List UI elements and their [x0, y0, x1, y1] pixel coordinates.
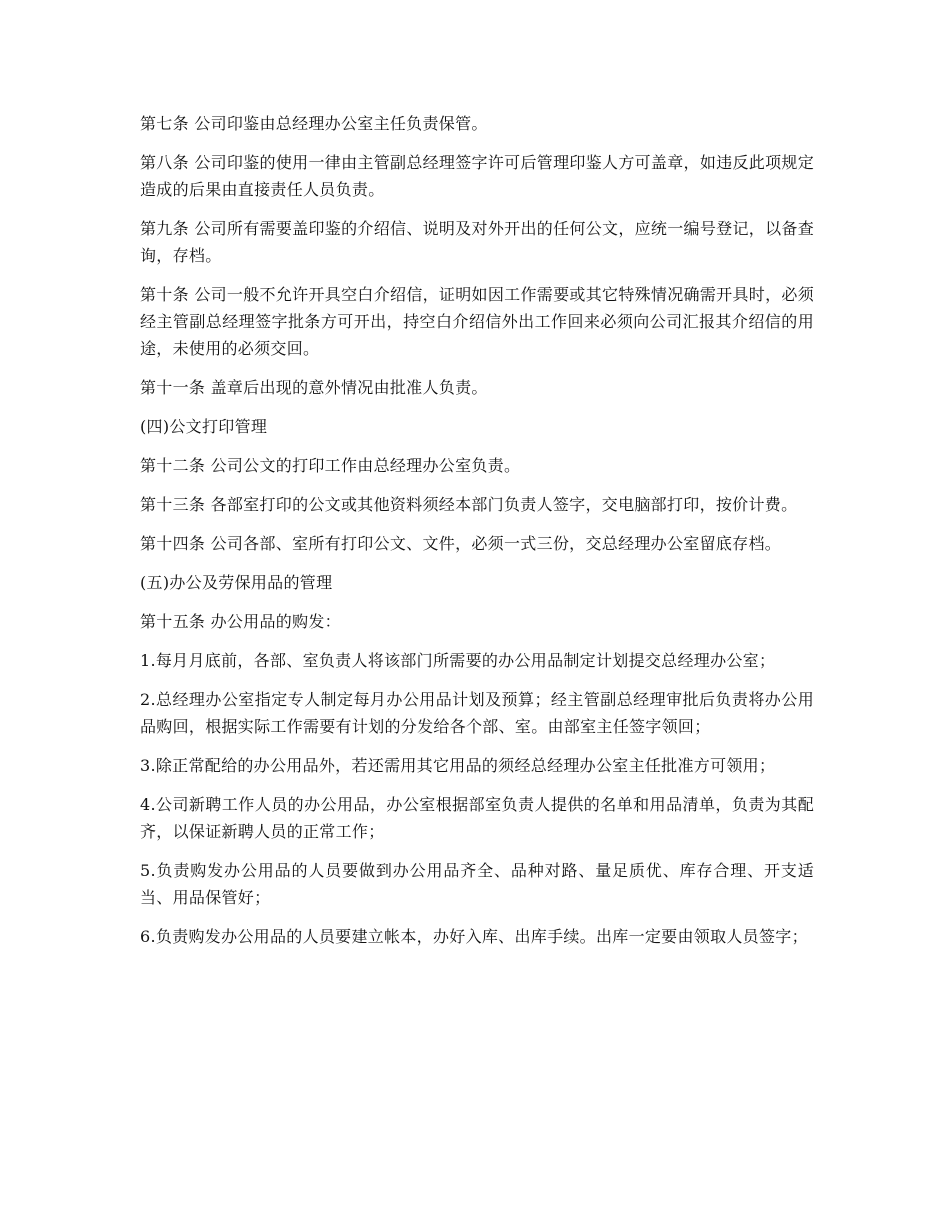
paragraph-article-15: 第十五条 办公用品的购发： — [140, 612, 341, 631]
section-heading-office-supplies: (五)办公及劳保用品的管理 — [140, 573, 333, 592]
paragraph-article-9: 第九条 公司所有需要盖印鉴的介绍信、说明及对外开出的任何公文，应统一编号登记，以备查询，存档。 — [140, 219, 814, 265]
section-heading-document-printing: (四)公文打印管理 — [140, 417, 268, 436]
paragraph-article-7: 第七条 公司印鉴由总经理办公室主任负责保管。 — [140, 114, 488, 133]
paragraph-article-13: 第十三条 各部室打印的公文或其他资料须经本部门负责人签字，交电脑部打印，按价计费。 — [140, 495, 798, 514]
list-item-1: 1.每月月底前，各部、室负责人将该部门所需要的办公用品制定计划提交总经理办公室； — [140, 651, 776, 670]
paragraph-article-8: 第八条 公司印鉴的使用一律由主管副总经理签字许可后管理印鉴人方可盖章，如违反此项规定造成的后果由直接责任人员负责。 — [140, 153, 814, 199]
list-item-6: 6.负责购发办公用品的人员要建立帐本，办好入库、出库手续。出库一定要由领取人员签字； — [140, 927, 808, 946]
paragraph-article-12: 第十二条 公司公文的打印工作由总经理办公室负责。 — [140, 456, 521, 475]
list-item-5: 5.负责购发办公用品的人员要做到办公用品齐全、品种对路、量足质优、库存合理、开支适当、用品保管好； — [140, 861, 814, 907]
document-page — [140, 110, 814, 962]
paragraph-article-14: 第十四条 公司各部、室所有打印公文、文件，必须一式三份，交总经理办公室留底存档。 — [140, 534, 782, 553]
list-item-2: 2.总经理办公室指定专人制定每月办公用品计划及预算；经主管副总经理审批后负责将办公用品购回，根据实际工作需要有计划的分发给各个部、室。由部室主任签字领回； — [140, 690, 814, 736]
paragraph-article-10: 第十条 公司一般不允许开具空白介绍信，证明如因工作需要或其它特殊情况确需开具时，必须经主管副总经理签字批条方可开出，持空白介绍信外出工作回来必须向公司汇报其介绍信的用途，未使用的必须交回。 — [140, 285, 814, 358]
list-item-3: 3.除正常配给的办公用品外，若还需用其它用品的须经总经理办公室主任批准方可领用； — [140, 756, 776, 775]
paragraph-article-11: 第十一条 盖章后出现的意外情况由批准人负责。 — [140, 378, 488, 397]
list-item-4: 4.公司新聘工作人员的办公用品，办公室根据部室负责人提供的名单和用品清单，负责为其配齐，以保证新聘人员的正常工作； — [140, 795, 814, 841]
